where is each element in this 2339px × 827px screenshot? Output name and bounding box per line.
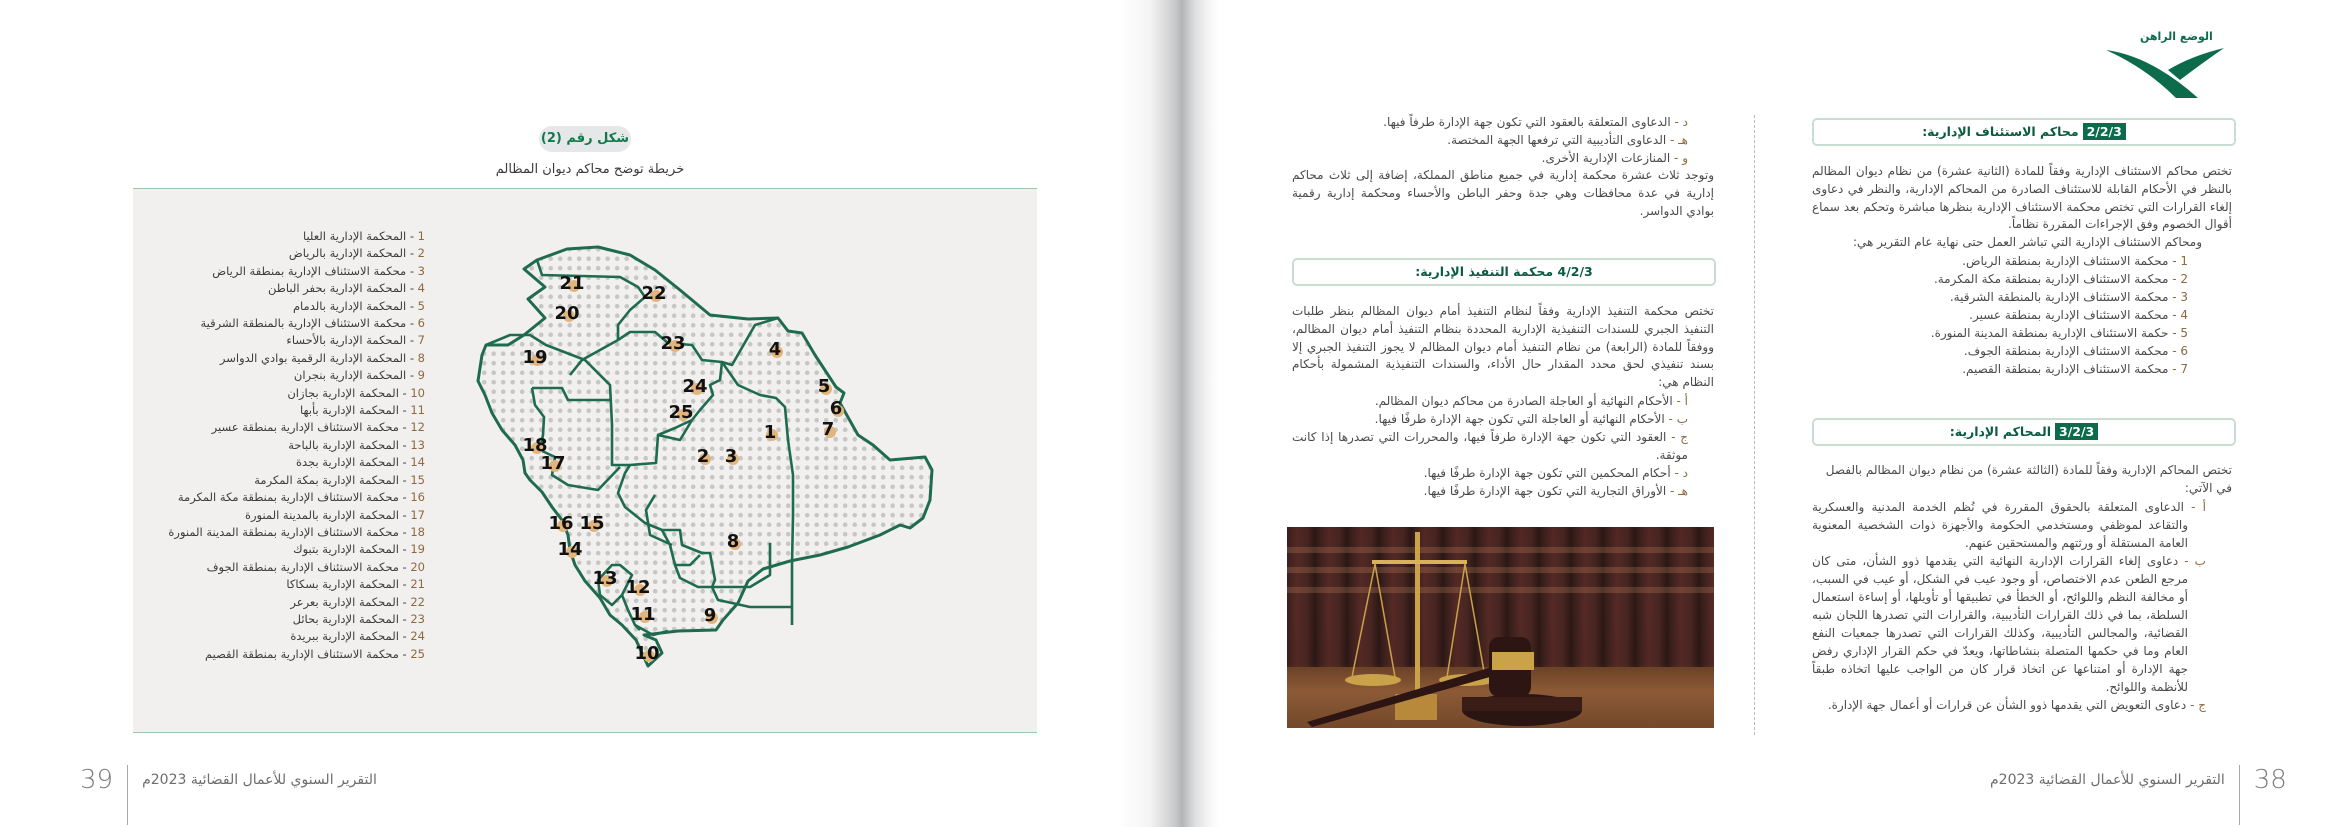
map-marker <box>764 422 778 443</box>
map-marker <box>818 376 832 397</box>
map-marker <box>522 347 547 368</box>
footer-separator <box>127 765 128 825</box>
footer-title: التقرير السنوي للأعمال القضائية 2023م <box>1990 772 2225 788</box>
svg-text:3: 3 <box>724 446 738 467</box>
list-item <box>1292 410 1688 428</box>
legend-label: - المحكمة الإدارية بحفر الباطن <box>267 281 418 296</box>
legend-label: - المحكمة الإدارية بمكة المكرمة <box>254 472 411 487</box>
map-marker <box>727 531 741 552</box>
legend-item <box>140 367 425 384</box>
list-text: الدعاوى التأديبية التي ترفعها الجهة المختصة. <box>1447 133 1667 147</box>
legend-number: 10 <box>410 385 425 400</box>
svg-text:14: 14 <box>557 539 583 560</box>
admin-courts-text <box>1812 462 2232 714</box>
justice-scales-gavel-photo <box>1287 527 1714 728</box>
legend-number: 13 <box>410 437 425 452</box>
legend-number: 22 <box>410 594 425 609</box>
map-marker <box>554 303 579 324</box>
map-marker <box>592 568 617 589</box>
right-footer <box>1990 765 2287 825</box>
map-marker <box>668 402 693 423</box>
legend-number: 14 <box>410 455 425 470</box>
list-text: المنازعات الإدارية الأخرى. <box>1541 151 1671 165</box>
list-text: الدعاوى المتعلقة بالحقوق المقررة في نُظم الخدمة المدنية والعسكرية والتقاعد لموظفي ومستخدمي الحكومة والأجهزة ذوات الشخصية المعنوية العامة المستقلة أو ورثتهم والمستحقين عنهم. <box>1812 499 2188 550</box>
list-marker: ب - <box>2178 553 2206 568</box>
map-marker <box>660 333 685 354</box>
left-footer <box>80 765 377 825</box>
list-marker: 1 - <box>2168 253 2188 268</box>
legend-number: 20 <box>410 559 425 574</box>
svg-text:6: 6 <box>829 398 843 419</box>
list-text: محكمة الاستئناف الإدارية بالمنطقة الشرقية. <box>1949 289 2169 304</box>
svg-text:16: 16 <box>548 513 574 534</box>
svg-text:1: 1 <box>763 422 777 443</box>
legend-item <box>140 576 425 593</box>
list-item <box>1812 342 2188 360</box>
list-item <box>1812 498 2206 552</box>
list-text: الأحكام النهائية أو العاجلة التي تكون جهة الإدارة طرفًا فيها. <box>1374 411 1665 426</box>
section-number: 2/2/3 <box>2083 123 2126 140</box>
svg-text:7: 7 <box>821 419 835 440</box>
svg-text:12: 12 <box>625 577 651 598</box>
legend-item <box>140 559 425 576</box>
list-item <box>1292 428 1688 464</box>
section-heading-admin-courts <box>1812 418 2236 446</box>
legend-label: - محكمة الاستئناف الإدارية بمنطقة مكة المكرمة <box>177 490 411 505</box>
legend-item <box>140 263 425 280</box>
section-title: المحاكم الإدارية: <box>1949 424 2051 439</box>
legend-item <box>140 298 425 315</box>
list-marker: ج - <box>1666 429 1688 444</box>
legend-number: 12 <box>410 420 425 435</box>
legend-item <box>140 332 425 349</box>
legend-label: - المحكمة الإدارية بالدمام <box>292 298 418 313</box>
list-item <box>1812 552 2206 696</box>
svg-text:20: 20 <box>554 303 580 324</box>
list-item <box>1812 696 2206 714</box>
map-marker <box>682 376 707 397</box>
list-marker: 2 - <box>2168 271 2188 286</box>
list-marker: 5 - <box>2168 325 2188 340</box>
figure-caption: خريطة توضح محاكم ديوان المظالم <box>495 162 685 177</box>
section-label: الوضع الراهن <box>2140 30 2213 43</box>
appeal-courts-text <box>1812 163 2232 378</box>
legend-item <box>140 350 425 367</box>
svg-text:23: 23 <box>660 333 686 354</box>
legend-number: 2 <box>417 246 425 261</box>
legend-label: - المحكمة الإدارية بتبوك <box>293 542 411 557</box>
list-text: الدعاوى المتعلقة بالعقود التي تكون جهة الإدارة طرفاً فيها. <box>1383 115 1671 129</box>
list-marker: د - <box>1670 465 1688 480</box>
list-text: محكمة الاستئناف الإدارية بمنطقة عسير. <box>1969 307 2169 322</box>
legend-label: - المحكمة الإدارية العليا <box>302 229 418 243</box>
legend-item <box>140 646 425 663</box>
list-item <box>1292 392 1688 410</box>
legend-label: - المحكمة الإدارية بالباحة <box>288 437 411 452</box>
map-marker <box>697 446 711 467</box>
legend-item <box>140 472 425 489</box>
list-item <box>1292 464 1688 482</box>
section-number: 3/2/3 <box>2055 423 2098 440</box>
map-marker <box>522 435 547 456</box>
legend-label: - المحكمة الإدارية بنجران <box>293 368 418 383</box>
list-item <box>1812 324 2188 342</box>
legend-number: 11 <box>410 403 425 418</box>
map-marker <box>559 273 584 294</box>
paragraph: تختص محاكم الاستئناف الإدارية وفقاً للمادة (الثانية عشرة) من نظام ديوان المظالم بالنظر في الأحكام القابلة للاستئناف الصادرة من المحاكم الإدارية، والنظر في دعاوى إلغاء القرارات التي تختص محكمة الاستئناف الإدارية بنظرها مباشرة وتحكم بعد سماع أقوال الخصوم وفق الإجراءات المقررة نظاماً. <box>1812 164 2232 232</box>
legend-label: - المحكمة الإدارية بالرياض <box>288 246 418 261</box>
legend-number: 7 <box>417 333 425 348</box>
legend-number: 25 <box>410 646 425 661</box>
list-marker: هـ - <box>1666 483 1688 498</box>
list-text: حكمة الاستئناف الإدارية بمنطقة المدينة المنورة. <box>1930 325 2169 340</box>
map-marker <box>625 577 650 598</box>
list-marker: أ - <box>1672 393 1688 408</box>
figure-badge: شكل رقم (2) <box>539 126 631 152</box>
legend-number: 5 <box>417 298 425 313</box>
legend-item <box>140 419 425 436</box>
map-marker <box>579 513 604 534</box>
svg-text:5: 5 <box>817 376 831 397</box>
list-marker: ج - <box>2186 697 2206 712</box>
legend-number: 15 <box>410 472 425 487</box>
list-text: العقود التي تكون جهة الإدارة طرفاً فيها، والمحررات التي تصدرها إذا كانت موثقة. <box>1292 429 1688 462</box>
legend-label: - المحكمة الإدارية بسكاكا <box>286 577 411 592</box>
scales-gavel-icon <box>1287 527 1714 728</box>
svg-text:15: 15 <box>579 513 605 534</box>
list-item <box>1292 113 1688 131</box>
legend-item <box>140 594 425 611</box>
section-heading-enforcement-court <box>1292 258 1716 286</box>
legend-item <box>140 228 425 245</box>
list-text: دعاوى إلغاء القرارات الإدارية النهائية التي يقدمها ذوو الشأن، متى كان مرجع الطعن عدم الاختصاص، أو وجود عيب في الشكل، أو عيب في السبب، أو مخالفة النظم واللوائح، أو الخطأ في تطبيقها أو تأويلها، أو إساءة استعمال السلطة، بما في ذلك القرارات التأديبية، والقرارات التي تصدرها اللجان شبه القضائية، والمجالس التأديبية، وكذلك القرارات التي تصدرها جمعيات النفع العام وما في حكمها المتصلة بنشاطاتها، ويعدّ في حكم القرار الإداري رفض جهة الإدارة أو امتناعها عن اتخاذ قرار كان من الواجب عليها اتخاذه طبقاً للأنظمة واللوائح. <box>1812 553 2188 694</box>
list-marker: د - <box>1670 115 1688 129</box>
list-marker: 6 - <box>2168 343 2188 358</box>
section-number: 4/2/3 <box>1557 264 1593 279</box>
legend-label: - محكمة الاستئناف الإدارية بالمنطقة الشرقية <box>200 316 418 331</box>
svg-text:18: 18 <box>522 435 548 456</box>
legend-item <box>140 402 425 419</box>
legend-label: - المحكمة الإدارية ببريدة <box>290 629 411 644</box>
admin-courts-continued <box>1292 113 1714 220</box>
map-marker <box>630 604 655 625</box>
section-title: محاكم الاستئناف الإدارية: <box>1922 124 2079 139</box>
paragraph: وتوجد ثلاث عشرة محكمة إدارية في جميع مناطق المملكة، إضافة إلى ثلاث محاكم إدارية في عدة محافظات وهي جدة وحفر الباطن والأحساء ومحكمة إدارية رقمية بوادي الدواسر. <box>1292 168 1714 218</box>
legend-item <box>140 611 425 628</box>
paragraph: تختص محكمة التنفيذ الإدارية وفقاً لنظام التنفيذ أمام ديوان المظالم بنظر طلبات التنفيذ الجبري للسندات التنفيذية الإدارية المحددة بنظام التنفيذ أمام ديوان المظالم، ووفقاً للمادة (الرابعة) من نظام التنفيذ أمام ديوان المظالم لا يجوز التنفيذ الجبري إلا بسند تنفيذي لحق محدد المقدار حال الأداء، والسندات التنفيذية المشمولة بأحكام النظام هي: <box>1292 304 1714 390</box>
list-marker: أ - <box>2183 499 2206 514</box>
legend-label: - المحكمة الإدارية الرقمية بوادي الدواسر <box>219 350 418 365</box>
column-divider <box>1754 115 1755 735</box>
svg-text:22: 22 <box>641 283 667 304</box>
legend-label: - المحكمة الإدارية بأبها <box>299 403 411 418</box>
legend-label: - المحكمة الإدارية بالمدينة المنورة <box>244 507 411 522</box>
page-number: 39 <box>80 765 114 795</box>
list-item <box>1812 252 2188 270</box>
legend-number: 19 <box>410 542 425 557</box>
legend-item <box>140 437 425 454</box>
list-marker: و - <box>1670 151 1688 165</box>
svg-text:11: 11 <box>630 604 656 625</box>
map-marker <box>769 339 783 360</box>
legend-number: 4 <box>417 281 425 296</box>
section-title: محكمة التنفيذ الإدارية: <box>1415 264 1554 279</box>
list-marker: هـ - <box>1666 133 1688 147</box>
section-heading-appeal-courts <box>1812 118 2236 146</box>
legend-label: - محكمة الاستئناف الإدارية بمنطقة الجوف <box>206 559 411 574</box>
saudi-courts-map <box>470 235 950 685</box>
legend-label: - المحكمة الإدارية بحائل <box>292 611 411 626</box>
list-item <box>1292 131 1688 149</box>
svg-text:4: 4 <box>768 339 782 360</box>
list-text: دعاوى التعويض التي يقدمها ذوو الشأن عن قرارات أو أعمال جهة الإدارة. <box>1827 697 2187 712</box>
legend-number: 3 <box>417 263 425 278</box>
legend-number: 6 <box>417 316 425 331</box>
book-gutter-shadow <box>1120 0 1220 827</box>
footer-separator <box>2239 765 2240 825</box>
list-item <box>1292 149 1688 167</box>
map-marker <box>641 283 666 304</box>
enforcement-list <box>1292 392 1714 500</box>
list-item <box>1812 270 2188 288</box>
legend-number: 24 <box>410 629 425 644</box>
map-legend <box>140 228 425 663</box>
svg-text:10: 10 <box>634 643 660 664</box>
legend-number: 18 <box>410 524 425 539</box>
legend-item <box>140 315 425 332</box>
list-text: أحكام المحكمين التي تكون جهة الإدارة طرفًا فيها. <box>1423 465 1671 480</box>
svg-text:25: 25 <box>668 402 694 423</box>
legend-label: - محكمة الاستئناف الإدارية بمنطقة الرياض <box>212 263 418 278</box>
list-item <box>1812 288 2188 306</box>
map-marker <box>822 419 836 440</box>
map-marker <box>634 643 659 664</box>
appeal-courts-list <box>1812 252 2232 378</box>
list-marker: ب - <box>1664 411 1688 426</box>
list-text: الأحكام النهائية أو العاجلة الصادرة من محاكم ديوان المظالم. <box>1374 393 1673 408</box>
legend-item <box>140 245 425 262</box>
list-text: محكمة الاستئناف الإدارية بمنطقة القصيم. <box>1962 361 2169 376</box>
legend-item <box>140 628 425 645</box>
list-text: الأوراق التجارية التي تكون جهة الإدارة طرفًا فيها. <box>1423 483 1667 498</box>
footer-title: التقرير السنوي للأعمال القضائية 2023م <box>142 772 377 788</box>
svg-text:19: 19 <box>522 347 548 368</box>
map-marker <box>830 398 844 419</box>
page-number: 38 <box>2253 765 2287 795</box>
legend-label: - المحكمة الإدارية بجدة <box>295 455 411 470</box>
list-text: محكمة الاستئناف الإدارية بمنطقة الرياض. <box>1962 253 2169 268</box>
enforcement-court-text <box>1292 303 1714 500</box>
legend-item <box>140 489 425 506</box>
legend-number: 9 <box>417 368 425 383</box>
legend-item <box>140 454 425 471</box>
legend-label: - المحكمة الإدارية بالأحساء <box>286 333 418 348</box>
legend-number: 21 <box>410 577 425 592</box>
list-marker: 4 - <box>2168 307 2188 322</box>
legend-item <box>140 524 425 541</box>
map-marker <box>704 605 718 626</box>
legend-item <box>140 541 425 558</box>
legend-label: - محكمة الاستئناف الإدارية بمنطقة عسير <box>211 420 411 435</box>
list-item <box>1292 482 1688 500</box>
map-marker <box>725 446 739 467</box>
legend-label: - محكمة الاستئناف الإدارية بمنطقة القصيم <box>204 646 411 661</box>
svg-text:8: 8 <box>726 531 740 552</box>
legend-number: 1 <box>417 229 425 243</box>
map-marker <box>548 513 573 534</box>
admin-courts-list <box>1812 498 2232 714</box>
continued-list <box>1292 113 1714 167</box>
svg-text:2: 2 <box>696 446 710 467</box>
legend-item <box>140 280 425 297</box>
legend-number: 23 <box>410 611 425 626</box>
list-text: محكمة الاستئناف الإدارية بمنطقة الجوف. <box>1963 343 2169 358</box>
legend-label: - محكمة الاستئناف الإدارية بمنطقة المدينة المنورة <box>168 524 411 539</box>
svg-text:17: 17 <box>540 453 566 474</box>
list-item <box>1812 360 2188 378</box>
legend-number: 8 <box>417 350 425 365</box>
legend-item <box>140 507 425 524</box>
list-text: محكمة الاستئناف الإدارية بمنطقة مكة المكرمة. <box>1933 271 2169 286</box>
svg-text:13: 13 <box>592 568 618 589</box>
legend-number: 16 <box>410 490 425 505</box>
map-marker <box>557 539 582 560</box>
legend-label: - المحكمة الإدارية بعرعر <box>290 594 411 609</box>
legend-item <box>140 385 425 402</box>
map-marker <box>540 453 565 474</box>
legend-label: - المحكمة الإدارية بجازان <box>287 385 411 400</box>
svg-text:9: 9 <box>703 605 717 626</box>
svg-text:24: 24 <box>682 376 708 397</box>
paragraph: تختص المحاكم الإدارية وفقاً للمادة (الثالثة عشرة) من نظام ديوان المظالم بالفصل في الآتي: <box>1825 463 2232 495</box>
list-marker: 7 - <box>2168 361 2188 376</box>
legend-number: 17 <box>410 507 425 522</box>
list-marker: 3 - <box>2168 289 2188 304</box>
svg-text:21: 21 <box>559 273 585 294</box>
list-item <box>1812 306 2188 324</box>
paragraph: ومحاكم الاستئناف الإدارية التي تباشر العمل حتى نهاية عام التقرير هي: <box>1852 235 2202 250</box>
